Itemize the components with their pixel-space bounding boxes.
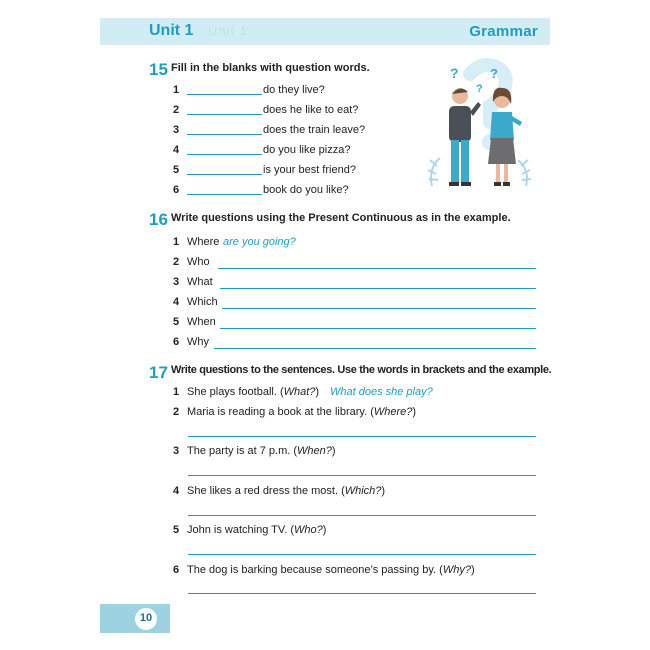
exercise-15-title: Fill in the blanks with question words.: [171, 62, 370, 74]
answer-line[interactable]: [220, 328, 536, 329]
answer-blank[interactable]: [187, 174, 262, 175]
page-header: [100, 18, 550, 45]
example-answer: What does she play?: [330, 386, 433, 398]
answer-line[interactable]: [188, 593, 536, 594]
unit-title-watermark: Unit 1: [208, 23, 248, 38]
section-title: Grammar: [469, 23, 538, 40]
answer-line[interactable]: [188, 436, 536, 437]
answer-blank[interactable]: [187, 94, 262, 95]
svg-text:?: ?: [476, 83, 483, 95]
answer-blank[interactable]: [187, 194, 262, 195]
workbook-page: Unit 1 Unit 1 Grammar ? ? ? 15 Fill in the blanks with question words. 1 do they live? 2 does he like to eat? 3 does the train leave? 4 do you like pizza? 5 is your best friend? 6 book do you like? 16 Write questions using the Present Continuous as in the example. 1 Where are you going? 2 Who 3 What 4 Which 5 When 6 Why 17 Write questions to the sentences. Use the words in brackets and the example. 1 She plays football. (What?) What does she play? 2 Maria is reading a book at the library. (Where?) 3 The party is at 7 p.m. (When?) 4 She likes a red dress the most. (Which?) 5 John is watching TV. (Who?) 6 The dog is barking because someone’s passing by. (Why?) 10: [100, 0, 550, 650]
answer-line[interactable]: [220, 288, 536, 289]
answer-blank[interactable]: [187, 134, 262, 135]
exercise-17-title: Write questions to the sentences. Use the words in brackets and the example.: [171, 364, 552, 376]
unit-title: Unit 1: [149, 22, 194, 39]
svg-text:?: ?: [450, 65, 459, 81]
answer-line[interactable]: [188, 515, 536, 516]
answer-blank[interactable]: [187, 114, 262, 115]
exercise-15-number: 15: [149, 60, 168, 79]
svg-text:?: ?: [490, 66, 498, 81]
answer-blank[interactable]: [187, 154, 262, 155]
example-answer: are you going?: [223, 236, 296, 248]
exercise-16-number: 16: [149, 210, 168, 229]
answer-line[interactable]: [188, 475, 536, 476]
answer-line[interactable]: [218, 268, 536, 269]
two-people-question-marks-illustration: [418, 56, 538, 196]
answer-line[interactable]: [214, 348, 536, 349]
answer-line[interactable]: [188, 554, 536, 555]
page-number: 10: [139, 612, 153, 624]
answer-line[interactable]: [222, 308, 536, 309]
exercise-16-title: Write questions using the Present Continuous as in the example.: [171, 212, 511, 224]
exercise-17-number: 17: [149, 363, 168, 382]
